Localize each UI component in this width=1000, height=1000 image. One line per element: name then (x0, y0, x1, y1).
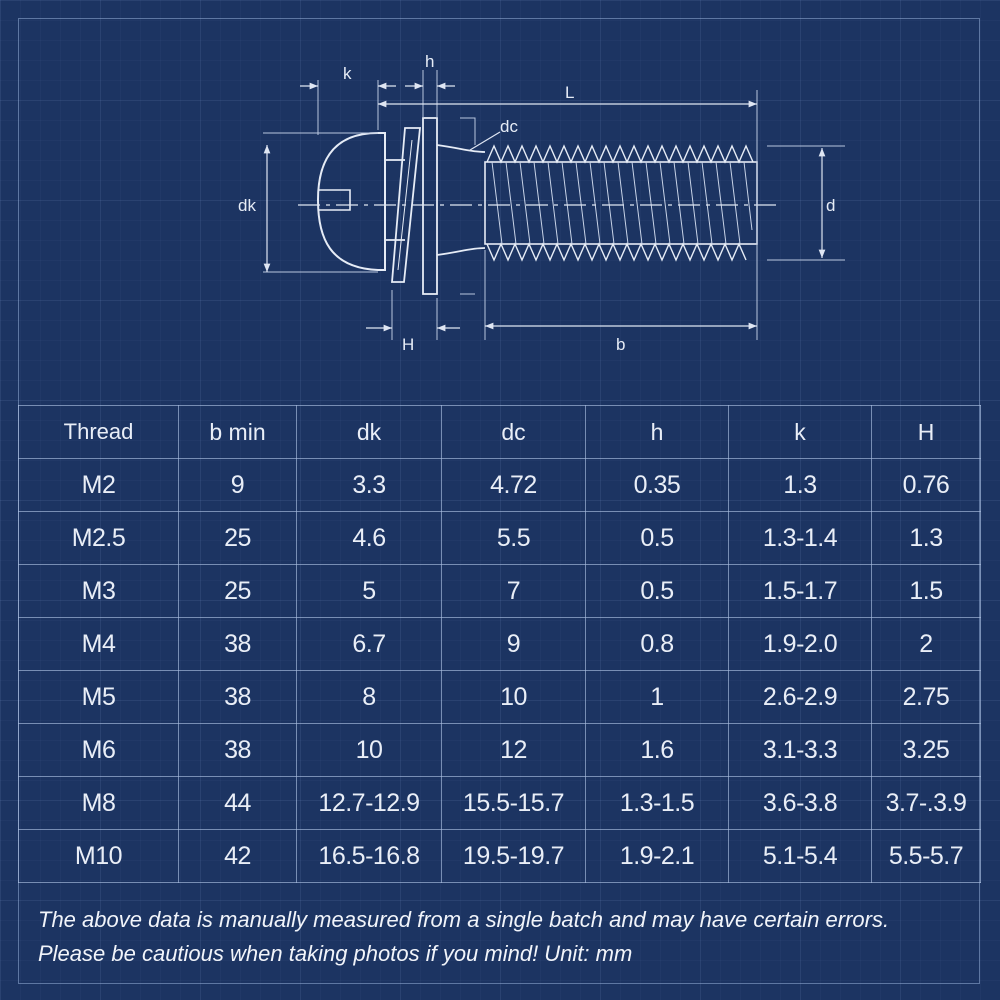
table-row (19, 618, 981, 671)
table-row (19, 459, 981, 512)
cell-b-min: 42 (179, 830, 297, 883)
cell-h: 1.6 (586, 724, 729, 777)
cell-H: 1.3 (872, 512, 981, 565)
label-dk: dk (238, 196, 256, 215)
cell-dc: 4.72 (442, 459, 586, 512)
thread-teeth-top (487, 146, 753, 162)
cell-H: 3.25 (872, 724, 981, 777)
cell-k: 3.6-3.8 (729, 777, 872, 830)
cell-dk: 16.5-16.8 (297, 830, 442, 883)
cell-k: 3.1-3.3 (729, 724, 872, 777)
cell-b-min: 38 (179, 618, 297, 671)
header-H: H (872, 406, 981, 459)
cell-b-min: 38 (179, 671, 297, 724)
table-header-row (19, 406, 981, 459)
screw-head (318, 133, 385, 270)
table-row (19, 671, 981, 724)
cell-thread: M10 (19, 830, 179, 883)
header-h: h (586, 406, 729, 459)
flat-washer (423, 118, 437, 294)
cell-b-min: 25 (179, 512, 297, 565)
cell-thread: M8 (19, 777, 179, 830)
thread-teeth-bottom (487, 244, 746, 260)
cell-h: 0.35 (586, 459, 729, 512)
cell-H: 0.76 (872, 459, 981, 512)
cell-H: 1.5 (872, 565, 981, 618)
cell-b-min: 25 (179, 565, 297, 618)
cell-H: 3.7-.3.9 (872, 777, 981, 830)
header-b-min: b min (179, 406, 297, 459)
cell-h: 0.5 (586, 512, 729, 565)
cell-dk: 3.3 (297, 459, 442, 512)
label-H: H (402, 335, 415, 354)
cell-k: 1.3-1.4 (729, 512, 872, 565)
table-row (19, 565, 981, 618)
cell-H: 2 (872, 618, 981, 671)
note-line-1: The above data is manually measured from a single batch and may have certain errors. (38, 907, 890, 932)
cell-dc: 12 (442, 724, 586, 777)
cell-thread: M2 (19, 459, 179, 512)
cell-h: 0.8 (586, 618, 729, 671)
cell-dc: 15.5-15.7 (442, 777, 586, 830)
cell-dk: 5 (297, 565, 442, 618)
cell-dk: 8 (297, 671, 442, 724)
label-dc: dc (500, 117, 518, 136)
header-dc: dc (442, 406, 586, 459)
cell-dk: 12.7-12.9 (297, 777, 442, 830)
note-line-2: Please be cautious when taking photos if you mind! Unit: mm (38, 941, 633, 966)
label-L: L (565, 83, 575, 102)
header-dk: dk (297, 406, 442, 459)
cell-b-min: 44 (179, 777, 297, 830)
cell-H: 2.75 (872, 671, 981, 724)
cell-thread: M4 (19, 618, 179, 671)
table-row (19, 777, 981, 830)
cell-dc: 9 (442, 618, 586, 671)
cell-dk: 10 (297, 724, 442, 777)
cell-k: 1.3 (729, 459, 872, 512)
cell-dc: 7 (442, 565, 586, 618)
cell-dk: 6.7 (297, 618, 442, 671)
cell-dc: 5.5 (442, 512, 586, 565)
cell-dk: 4.6 (297, 512, 442, 565)
cell-thread: M5 (19, 671, 179, 724)
cell-thread: M2.5 (19, 512, 179, 565)
label-h: h (425, 52, 435, 71)
screw-diagram (0, 0, 1000, 405)
head-slot (318, 190, 350, 210)
label-b: b (616, 335, 626, 354)
cell-thread: M3 (19, 565, 179, 618)
cell-H: 5.5-5.7 (872, 830, 981, 883)
cell-dc: 19.5-19.7 (442, 830, 586, 883)
thread-body (485, 162, 757, 244)
cell-h: 1.3-1.5 (586, 777, 729, 830)
cell-b-min: 38 (179, 724, 297, 777)
thread-helix-lines (492, 162, 752, 244)
cell-thread: M6 (19, 724, 179, 777)
spec-table (18, 405, 981, 883)
cell-h: 0.5 (586, 565, 729, 618)
cell-b-min: 9 (179, 459, 297, 512)
header-thread: Thread (19, 406, 179, 459)
cell-h: 1 (586, 671, 729, 724)
table-row (19, 724, 981, 777)
cell-k: 1.5-1.7 (729, 565, 872, 618)
cell-dc: 10 (442, 671, 586, 724)
label-d: d (826, 196, 836, 215)
cell-h: 1.9-2.1 (586, 830, 729, 883)
label-k: k (343, 64, 352, 83)
header-k: k (729, 406, 872, 459)
disclaimer-note (38, 903, 978, 971)
cell-k: 2.6-2.9 (729, 671, 872, 724)
table-row (19, 512, 981, 565)
cell-k: 1.9-2.0 (729, 618, 872, 671)
table-row (19, 830, 981, 883)
cell-k: 5.1-5.4 (729, 830, 872, 883)
